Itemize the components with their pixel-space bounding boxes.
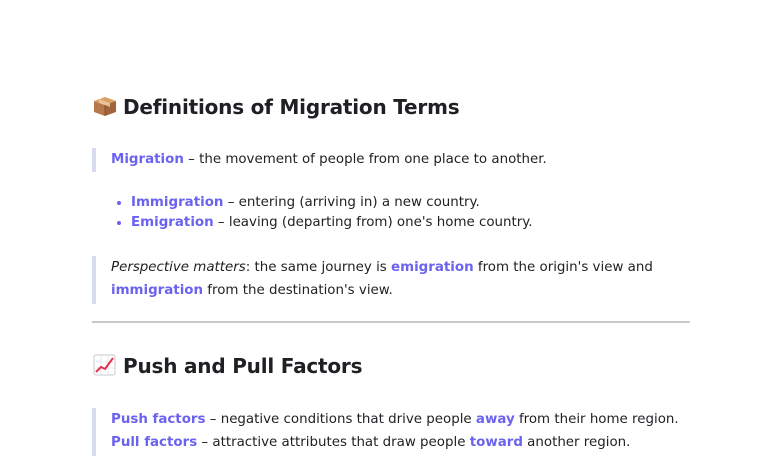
perspective-emigration-term: emigration xyxy=(391,260,474,275)
list-item xyxy=(131,213,533,233)
perspective-text-3: from the destination's view. xyxy=(203,283,393,298)
pull-factors-text-1: – attractive attributes that draw people xyxy=(197,435,470,450)
push-factors-text-1: – negative conditions that drive people xyxy=(205,412,476,427)
terms-list xyxy=(112,193,533,233)
emigration-term: Emigration xyxy=(131,215,214,230)
definitions-heading-text: Definitions of Migration Terms xyxy=(123,95,460,119)
push-factors-term: Push factors xyxy=(111,412,206,427)
perspective-text-2: from the origin's view and xyxy=(473,260,653,275)
push-pull-heading-text: Push and Pull Factors xyxy=(123,354,363,378)
pull-emphasis: toward xyxy=(469,435,523,450)
push-pull-heading xyxy=(92,354,362,378)
chart-increasing-icon xyxy=(92,354,118,376)
section-divider xyxy=(92,321,690,323)
migration-definition-quote xyxy=(92,148,547,172)
push-pull-quote xyxy=(92,408,679,456)
definitions-heading xyxy=(92,95,459,119)
pull-factors-term: Pull factors xyxy=(111,435,198,450)
perspective-immigration-term: immigration xyxy=(111,283,204,298)
pull-factors-text-2: another region. xyxy=(522,435,631,450)
package-icon xyxy=(92,95,118,117)
perspective-quote xyxy=(92,256,653,304)
emigration-definition: – leaving (departing from) one's home country. xyxy=(213,215,533,230)
perspective-lead: Perspective matters xyxy=(111,260,246,275)
push-factors-text-2: from their home region. xyxy=(514,412,679,427)
perspective-text-1: : the same journey is xyxy=(245,260,392,275)
push-emphasis: away xyxy=(475,412,515,427)
migration-definition: – the movement of people from one place to another. xyxy=(183,152,547,167)
immigration-term: Immigration xyxy=(131,195,224,210)
migration-term: Migration xyxy=(111,152,184,167)
immigration-definition: – entering (arriving in) a new country. xyxy=(223,195,480,210)
list-item xyxy=(131,193,533,213)
